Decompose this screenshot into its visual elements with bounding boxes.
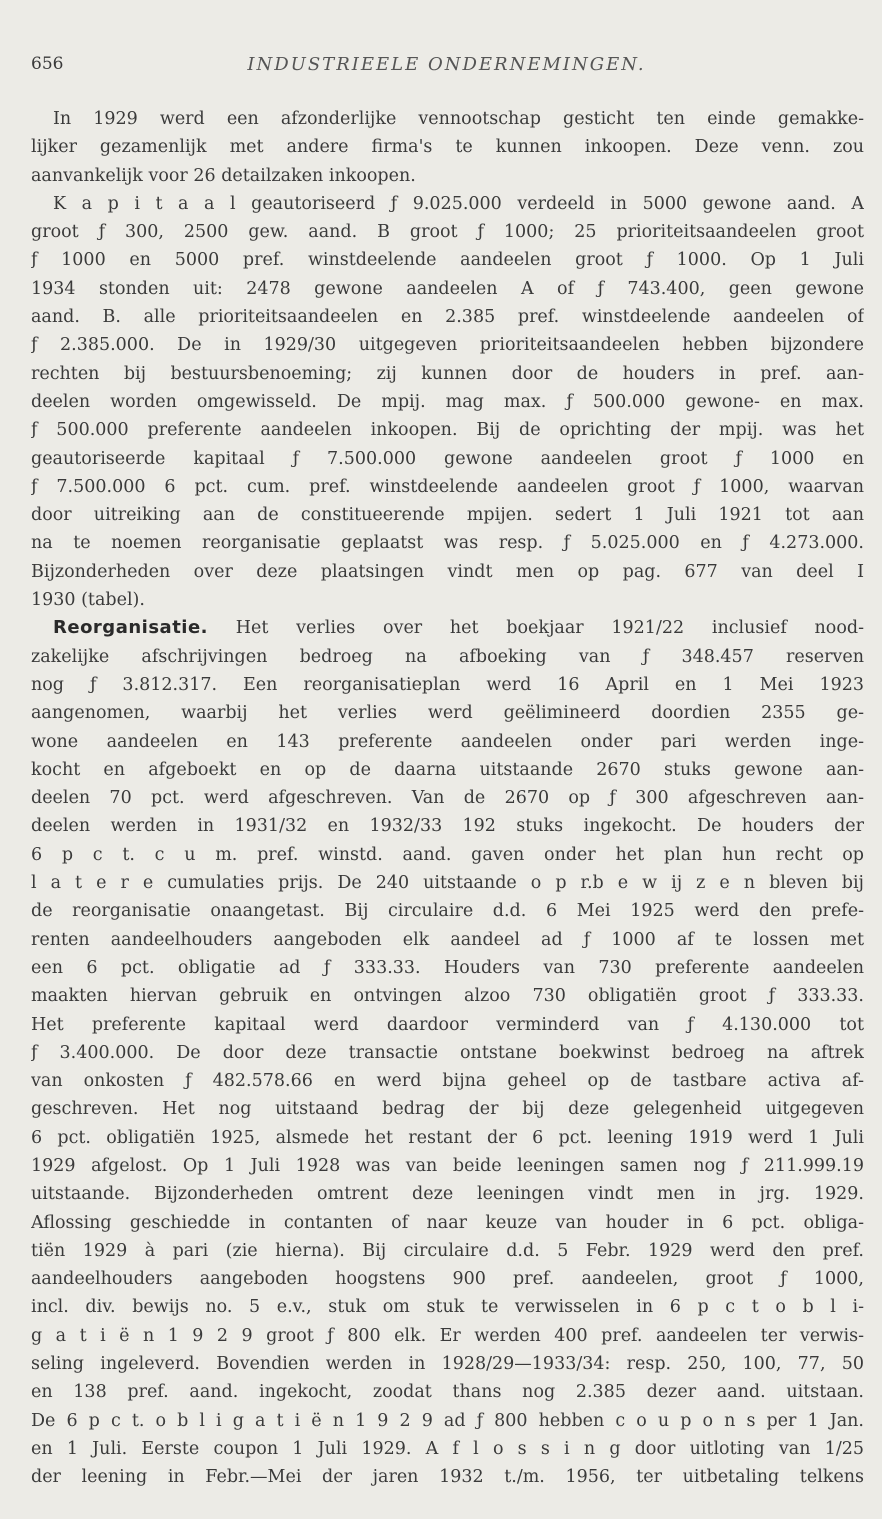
line-text: 6 p c t. c u m. pref. winstd. aand. gaven onder het plan hun recht op bbox=[31, 844, 864, 865]
line-text: l a t e r e cumulaties prijs. De 240 uitstaande o p r.b e w ij z e n bleven bij bbox=[31, 873, 864, 894]
line-text: incl. div. bewijs no. 5 e.v., stuk om stuk te verwisselen in 6 p c t o b l i- bbox=[31, 1297, 864, 1318]
line-text: geautoriseerde kapitaal ƒ 7.500.000 gewone aandeelen groot ƒ 1000 en bbox=[31, 448, 864, 469]
line-text: maakten hiervan gebruik en ontvingen alzoo 730 obligatiën groot ƒ 333.33. bbox=[31, 986, 864, 1007]
line-text: deelen 70 pct. werd afgeschreven. Van de 2670 op ƒ 300 afgeschreven aan- bbox=[31, 788, 864, 809]
text-line bbox=[31, 1293, 864, 1321]
running-head: INDUSTRIEELE ONDERNEMINGEN. bbox=[247, 54, 646, 75]
text-line bbox=[31, 699, 864, 727]
line-text: nog ƒ 3.812.317. Een reorganisatieplan werd 16 April en 1 Mei 1923 bbox=[31, 674, 864, 695]
line-text: Bijzonderheden over deze plaatsingen vindt men op pag. 677 van deel I bbox=[31, 561, 864, 582]
text-line bbox=[31, 841, 864, 869]
text-line bbox=[31, 897, 864, 925]
text-line bbox=[31, 162, 864, 190]
text-line bbox=[31, 1463, 864, 1491]
line-text: deelen worden omgewisseld. De mpij. mag max. ƒ 500.000 gewone- en max. bbox=[31, 391, 864, 412]
line-text: uitstaande. Bijzonderheden omtrent deze leeningen vindt men in jrg. 1929. bbox=[31, 1184, 864, 1205]
text-line bbox=[31, 1407, 864, 1435]
text-line bbox=[31, 954, 864, 982]
text-line bbox=[31, 784, 864, 812]
text-line bbox=[31, 1209, 864, 1237]
text-line bbox=[31, 501, 864, 529]
text-line bbox=[31, 303, 864, 331]
text-line bbox=[31, 1152, 864, 1180]
text-line bbox=[31, 360, 864, 388]
text-line bbox=[31, 869, 864, 897]
text-line bbox=[31, 246, 864, 274]
line-text: ƒ 500.000 preferente aandeelen inkoopen. Bij de oprichting der mpij. was het bbox=[31, 420, 864, 441]
text-line bbox=[31, 812, 864, 840]
text-line bbox=[31, 756, 864, 784]
line-text: ƒ 1000 en 5000 pref. winstdeelende aandeelen groot ƒ 1000. Op 1 Juli bbox=[31, 250, 864, 271]
text-line bbox=[31, 1237, 864, 1265]
line-text: deelen werden in 1931/32 en 1932/33 192 stuks ingekocht. De houders der bbox=[31, 816, 864, 837]
line-text: kocht en afgeboekt en op de daarna uitstaande 2670 stuks gewone aan- bbox=[31, 759, 864, 780]
line-text: De 6 p c t. o b l i g a t i ë n 1 9 2 9 ad ƒ 800 hebben c o u p o n s per 1 Jan. bbox=[31, 1410, 864, 1431]
text-line bbox=[31, 614, 864, 642]
line-text: aanvankelijk voor 26 detailzaken inkoopen. bbox=[31, 165, 416, 186]
line-text: 6 pct. obligatiën 1925, alsmede het restant der 6 pct. leening 1919 werd 1 Juli bbox=[31, 1127, 864, 1148]
line-text: groot ƒ 300, 2500 gew. aand. B groot ƒ 1000; 25 prioriteitsaandeelen groot bbox=[31, 222, 864, 243]
line-text: tiën 1929 à pari (zie hierna). Bij circulaire d.d. 5 Febr. 1929 werd den pref. bbox=[31, 1240, 864, 1261]
line-text: door uitreiking aan de constitueerende mpijen. sedert 1 Juli 1921 tot aan bbox=[31, 505, 864, 526]
text-line bbox=[31, 671, 864, 699]
text-line bbox=[31, 473, 864, 501]
line-text: Het preferente kapitaal werd daardoor verminderd van ƒ 4.130.000 tot bbox=[31, 1014, 864, 1035]
text-line bbox=[31, 275, 864, 303]
line-text: g a t i ë n 1 9 2 9 groot ƒ 800 elk. Er werden 400 pref. aandeelen ter verwis- bbox=[31, 1325, 864, 1346]
line-text: Aflossing geschiedde in contanten of naar keuze van houder in 6 pct. obliga- bbox=[31, 1212, 864, 1233]
line-text: Het verlies over het boekjaar 1921/22 inclusief nood- bbox=[208, 618, 864, 639]
text-line bbox=[31, 190, 864, 218]
text-line bbox=[31, 1435, 864, 1463]
text-line bbox=[31, 982, 864, 1010]
line-text: In 1929 werd een afzonderlijke vennootschap gesticht ten einde gemakke- bbox=[53, 109, 864, 129]
line-text: 1934 stonden uit: 2478 gewone aandeelen A of ƒ 743.400, geen gewone bbox=[31, 278, 864, 299]
line-text: K a p i t a a l geautoriseerd ƒ 9.025.000 verdeeld in 5000 gewone aand. A bbox=[53, 193, 864, 214]
text-line bbox=[31, 388, 864, 416]
line-text: ƒ 7.500.000 6 pct. cum. pref. winstdeelende aandeelen groot ƒ 1000, waarvan bbox=[31, 476, 864, 497]
text-line bbox=[31, 1322, 864, 1350]
text-line bbox=[31, 1265, 864, 1293]
line-text: geschreven. Het nog uitstaand bedrag der bij deze gelegenheid uitgegeven bbox=[31, 1099, 864, 1120]
text-line bbox=[31, 1180, 864, 1208]
text-line bbox=[31, 105, 864, 133]
page-header bbox=[31, 54, 862, 84]
text-line bbox=[31, 1039, 864, 1067]
line-text: ƒ 3.400.000. De door deze transactie ontstane boekwinst bedroeg na aftrek bbox=[31, 1042, 864, 1063]
line-text: der leening in Febr.—Mei der jaren 1932 t./m. 1956, ter uitbetaling telkens bbox=[31, 1467, 864, 1488]
text-line bbox=[31, 728, 864, 756]
text-line bbox=[31, 416, 864, 444]
text-line bbox=[31, 445, 864, 473]
text-line bbox=[31, 1378, 864, 1406]
line-text: aandeelhouders aangeboden hoogstens 900 pref. aandeelen, groot ƒ 1000, bbox=[31, 1269, 864, 1290]
text-line bbox=[31, 1095, 864, 1123]
text-line bbox=[31, 331, 864, 359]
text-line bbox=[31, 1350, 864, 1378]
line-text: rechten bij bestuursbenoeming; zij kunnen door de houders in pref. aan- bbox=[31, 363, 864, 384]
line-text: en 138 pref. aand. ingekocht, zoodat thans nog 2.385 dezer aand. uitstaan. bbox=[31, 1382, 864, 1403]
line-text: aangenomen, waarbij het verlies werd geëlimineerd doordien 2355 ge- bbox=[31, 703, 864, 724]
line-text: een 6 pct. obligatie ad ƒ 333.33. Houders van 730 preferente aandeelen bbox=[31, 957, 864, 978]
line-text: zakelijke afschrijvingen bedroeg na afboeking van ƒ 348.457 reserven bbox=[31, 646, 864, 667]
line-text: van onkosten ƒ 482.578.66 en werd bijna geheel op de tastbare activa af- bbox=[31, 1071, 864, 1092]
line-text: na te noemen reorganisatie geplaatst was resp. ƒ 5.025.000 en ƒ 4.273.000. bbox=[31, 533, 864, 554]
line-text: 1930 (tabel). bbox=[31, 590, 145, 611]
line-text: en 1 Juli. Eerste coupon 1 Juli 1929. A f l o s s i n g door uitloting van 1/25 bbox=[31, 1438, 864, 1459]
line-text: wone aandeelen en 143 preferente aandeelen onder pari werden inge- bbox=[31, 731, 864, 752]
text-line bbox=[31, 218, 864, 246]
text-line bbox=[31, 1067, 864, 1095]
text-line bbox=[31, 1124, 864, 1152]
text-line bbox=[31, 643, 864, 671]
body-text bbox=[31, 105, 864, 1492]
line-text: aand. B. alle prioriteitsaandeelen en 2.385 pref. winstdeelende aandeelen of bbox=[31, 307, 864, 328]
line-text: de reorganisatie onaangetast. Bij circulaire d.d. 6 Mei 1925 werd den prefe- bbox=[31, 901, 864, 922]
text-line bbox=[31, 133, 864, 161]
text-line bbox=[31, 1011, 864, 1039]
text-line bbox=[31, 926, 864, 954]
page-number: 656 bbox=[31, 54, 64, 74]
text-line bbox=[31, 586, 864, 614]
line-text: ƒ 2.385.000. De in 1929/30 uitgegeven prioriteitsaandeelen hebben bijzondere bbox=[31, 335, 864, 356]
line-text: 1929 afgelost. Op 1 Juli 1928 was van beide leeningen samen nog ƒ 211.999.19 bbox=[31, 1155, 864, 1176]
section-rubric: Reorganisatie. bbox=[53, 617, 209, 639]
line-text: seling ingeleverd. Bovendien werden in 1928/29—1933/34: resp. 250, 100, 77, 50 bbox=[31, 1354, 864, 1375]
text-line bbox=[31, 558, 864, 586]
line-text: lijker gezamenlijk met andere firma's te kunnen inkoopen. Deze venn. zou bbox=[31, 137, 864, 158]
text-line bbox=[31, 529, 864, 557]
line-text: renten aandeelhouders aangeboden elk aandeel ad ƒ 1000 af te lossen met bbox=[31, 929, 864, 950]
